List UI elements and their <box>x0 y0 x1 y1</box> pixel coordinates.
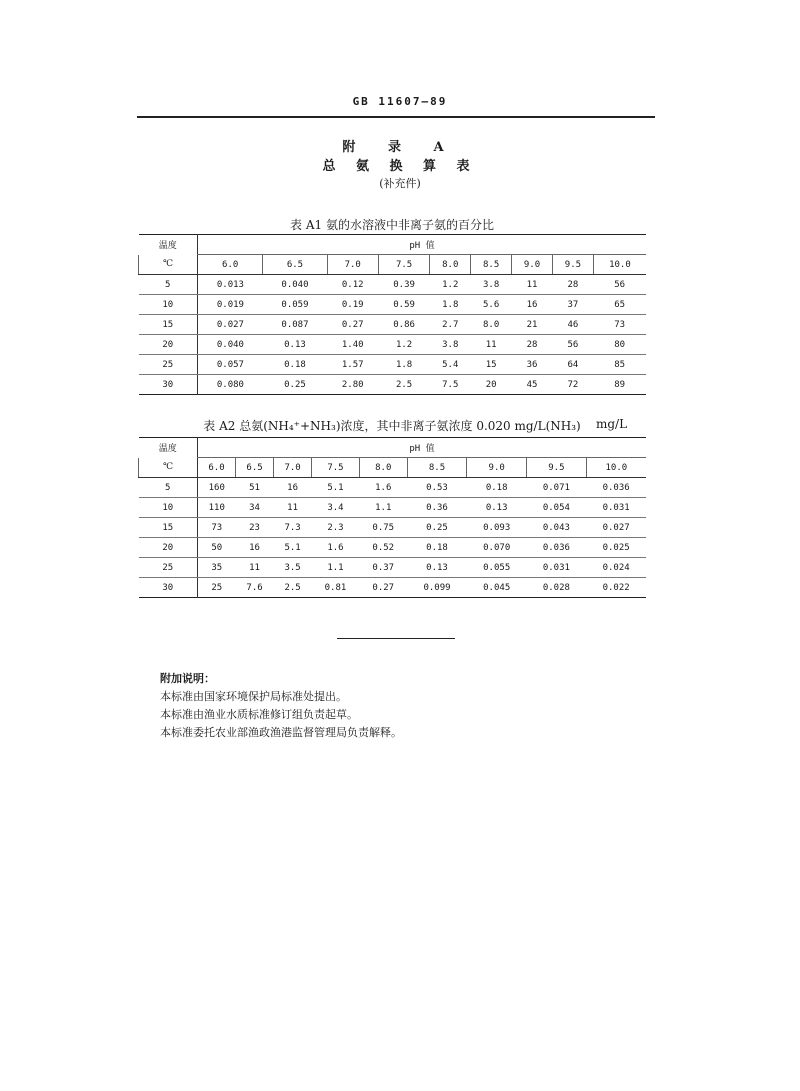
value-cell: 1.8 <box>378 355 429 375</box>
temperature-cell: 20 <box>139 335 198 355</box>
ph-header: pH 值 <box>198 235 647 255</box>
temp-header: 温度 <box>158 444 177 455</box>
temperature-cell: 10 <box>139 295 198 315</box>
value-cell: 0.059 <box>263 295 327 315</box>
ph-column-header: 8.0 <box>430 255 471 275</box>
value-cell: 23 <box>236 518 274 538</box>
table-row <box>139 275 647 295</box>
value-cell: 37 <box>552 295 593 315</box>
ph-column-header: 8.5 <box>471 255 512 275</box>
temp-unit-header: ℃ <box>139 255 198 275</box>
value-cell: 11 <box>236 558 274 578</box>
value-cell: 11 <box>471 335 512 355</box>
value-cell: 3.8 <box>471 275 512 295</box>
table-header-row <box>139 438 647 458</box>
ph-column-header: 7.0 <box>327 255 378 275</box>
value-cell: 0.86 <box>378 315 429 335</box>
section-divider <box>337 638 455 639</box>
value-cell: 80 <box>593 335 646 355</box>
value-cell: 2.5 <box>395 379 413 390</box>
ph-column-header: 6.5 <box>263 255 327 275</box>
value-cell: 89 <box>614 379 626 390</box>
value-cell: 72 <box>567 379 579 390</box>
ph-column-header: 7.0 <box>274 458 312 478</box>
value-cell: 0.045 <box>483 582 511 593</box>
value-cell: 0.070 <box>467 538 527 558</box>
value-cell: 0.75 <box>359 518 407 538</box>
table-a1 <box>138 234 646 395</box>
value-cell: 1.2 <box>378 335 429 355</box>
value-cell: 160 <box>198 478 236 498</box>
value-cell: 0.53 <box>407 478 467 498</box>
ph-column-header: 10.0 <box>586 458 646 478</box>
value-cell: 16 <box>512 295 553 315</box>
value-cell: 16 <box>274 478 312 498</box>
value-cell: 5.1 <box>312 478 360 498</box>
value-cell: 5.6 <box>471 295 512 315</box>
ph-column-header: 8.5 <box>407 458 467 478</box>
value-cell: 56 <box>552 335 593 355</box>
value-cell: 0.18 <box>407 538 467 558</box>
ph-column-header: 6.5 <box>236 458 274 478</box>
value-cell: 0.13 <box>407 558 467 578</box>
temperature-cell: 30 <box>139 578 198 598</box>
value-cell: 0.13 <box>467 498 527 518</box>
value-cell: 73 <box>593 315 646 335</box>
value-cell: 0.19 <box>327 295 378 315</box>
value-cell: 36 <box>512 355 553 375</box>
table-row <box>139 335 647 355</box>
value-cell: 0.055 <box>467 558 527 578</box>
temperature-cell: 15 <box>139 315 198 335</box>
temp-header: 温度 <box>158 241 177 252</box>
ph-column-header: 9.5 <box>527 458 587 478</box>
table-header-row <box>139 458 647 478</box>
value-cell: 7.6 <box>246 582 263 593</box>
value-cell: 1.40 <box>327 335 378 355</box>
value-cell: 11 <box>512 275 553 295</box>
value-cell: 0.040 <box>198 335 263 355</box>
temperature-cell: 20 <box>139 538 198 558</box>
table-a1-caption: 表 A1 氨的水溶液中非离子氨的百分比 <box>290 218 494 232</box>
notes-title: 附加说明： <box>160 672 215 685</box>
value-cell: 15 <box>471 355 512 375</box>
value-cell: 64 <box>552 355 593 375</box>
table-row <box>139 375 647 395</box>
ph-column-header: 9.0 <box>467 458 527 478</box>
table-a2-unit: mg/L <box>596 417 628 431</box>
value-cell: 3.8 <box>430 335 471 355</box>
value-cell: 0.036 <box>586 478 646 498</box>
value-cell: 0.024 <box>586 558 646 578</box>
value-cell: 1.6 <box>312 538 360 558</box>
table-a2 <box>138 437 646 598</box>
value-cell: 0.12 <box>327 275 378 295</box>
value-cell: 16 <box>236 538 274 558</box>
ph-column-header: 6.0 <box>198 255 263 275</box>
value-cell: 0.093 <box>467 518 527 538</box>
value-cell: 73 <box>198 518 236 538</box>
value-cell: 0.27 <box>372 582 395 593</box>
value-cell: 0.37 <box>359 558 407 578</box>
value-cell: 0.027 <box>586 518 646 538</box>
value-cell: 85 <box>593 355 646 375</box>
value-cell: 28 <box>512 335 553 355</box>
value-cell: 0.022 <box>602 582 630 593</box>
value-cell: 2.3 <box>312 518 360 538</box>
table-row <box>139 355 647 375</box>
temperature-cell: 30 <box>139 375 198 395</box>
value-cell: 2.80 <box>341 379 364 390</box>
value-cell: 3.4 <box>312 498 360 518</box>
value-cell: 0.52 <box>359 538 407 558</box>
temp-unit-header: ℃ <box>139 458 198 478</box>
temperature-cell: 10 <box>139 498 198 518</box>
temperature-cell: 15 <box>139 518 198 538</box>
table-a2-caption: 表 A2 总氨(NH₄⁺+NH₃)浓度，其中非离子氨浓度 0.020 mg/L(NH₃) <box>203 419 581 433</box>
temperature-cell: 5 <box>139 478 198 498</box>
value-cell: 0.031 <box>527 558 587 578</box>
value-cell: 0.25 <box>407 518 467 538</box>
value-cell: 0.054 <box>527 498 587 518</box>
value-cell: 0.27 <box>327 315 378 335</box>
table-row <box>139 518 647 538</box>
table-row <box>139 558 647 578</box>
value-cell: 0.040 <box>263 275 327 295</box>
value-cell: 0.18 <box>467 478 527 498</box>
notes-line: 本标准由国家环境保护局标准处提出。 <box>160 690 347 703</box>
value-cell: 1.6 <box>359 478 407 498</box>
value-cell: 0.81 <box>324 582 347 593</box>
annex-note: (补充件) <box>379 177 421 190</box>
table-row <box>139 478 647 498</box>
table-header-row <box>139 255 647 275</box>
annex-title: 总 氨 换 算 表 <box>322 159 478 174</box>
value-cell: 5.4 <box>430 355 471 375</box>
value-cell: 0.087 <box>263 315 327 335</box>
ph-column-header: 10.0 <box>593 255 646 275</box>
temperature-cell: 25 <box>139 558 198 578</box>
temperature-cell: 25 <box>139 355 198 375</box>
value-cell: 0.057 <box>198 355 263 375</box>
header-divider <box>137 116 655 118</box>
value-cell: 0.18 <box>263 355 327 375</box>
annex-label: 附 录 A <box>342 140 458 155</box>
value-cell: 1.1 <box>312 558 360 578</box>
value-cell: 56 <box>593 275 646 295</box>
value-cell: 0.59 <box>378 295 429 315</box>
value-cell: 50 <box>198 538 236 558</box>
value-cell: 0.043 <box>527 518 587 538</box>
value-cell: 0.25 <box>284 379 306 390</box>
value-cell: 0.36 <box>407 498 467 518</box>
value-cell: 34 <box>236 498 274 518</box>
ph-column-header: 9.0 <box>512 255 553 275</box>
additional-notes <box>160 670 402 742</box>
value-cell: 0.013 <box>198 275 263 295</box>
value-cell: 20 <box>485 379 497 390</box>
value-cell: 51 <box>236 478 274 498</box>
value-cell: 3.5 <box>274 558 312 578</box>
value-cell: 0.031 <box>586 498 646 518</box>
value-cell: 0.071 <box>527 478 587 498</box>
value-cell: 1.8 <box>430 295 471 315</box>
document-code: GB 11607—89 <box>352 95 448 108</box>
value-cell: 0.080 <box>216 379 244 390</box>
value-cell: 0.13 <box>263 335 327 355</box>
ph-column-header: 7.5 <box>378 255 429 275</box>
ph-column-header: 7.5 <box>312 458 360 478</box>
value-cell: 0.099 <box>423 582 451 593</box>
table-row <box>139 538 647 558</box>
value-cell: 0.036 <box>527 538 587 558</box>
value-cell: 35 <box>198 558 236 578</box>
value-cell: 110 <box>198 498 236 518</box>
value-cell: 0.019 <box>198 295 263 315</box>
value-cell: 1.57 <box>327 355 378 375</box>
ph-column-header: 8.0 <box>359 458 407 478</box>
value-cell: 1.2 <box>430 275 471 295</box>
table-header-row <box>139 235 647 255</box>
value-cell: 45 <box>526 379 538 390</box>
value-cell: 0.028 <box>542 582 570 593</box>
value-cell: 8.0 <box>471 315 512 335</box>
value-cell: 11 <box>274 498 312 518</box>
value-cell: 28 <box>552 275 593 295</box>
value-cell: 65 <box>593 295 646 315</box>
value-cell: 25 <box>211 582 223 593</box>
ph-header: pH 值 <box>198 438 647 458</box>
value-cell: 2.7 <box>430 315 471 335</box>
value-cell: 7.3 <box>274 518 312 538</box>
table-row <box>139 498 647 518</box>
table-row <box>139 578 647 598</box>
value-cell: 0.39 <box>378 275 429 295</box>
ph-column-header: 9.5 <box>552 255 593 275</box>
value-cell: 46 <box>552 315 593 335</box>
value-cell: 5.1 <box>274 538 312 558</box>
value-cell: 0.027 <box>198 315 263 335</box>
notes-line: 本标准委托农业部渔政渔港监督管理局负责解释。 <box>160 726 402 739</box>
ph-column-header: 6.0 <box>198 458 236 478</box>
value-cell: 1.1 <box>359 498 407 518</box>
temperature-cell: 5 <box>139 275 198 295</box>
table-row <box>139 295 647 315</box>
value-cell: 0.025 <box>586 538 646 558</box>
value-cell: 7.5 <box>442 379 459 390</box>
value-cell: 21 <box>512 315 553 335</box>
value-cell: 2.5 <box>284 582 301 593</box>
notes-line: 本标准由渔业水质标准修订组负责起草。 <box>160 708 358 721</box>
table-row <box>139 315 647 335</box>
